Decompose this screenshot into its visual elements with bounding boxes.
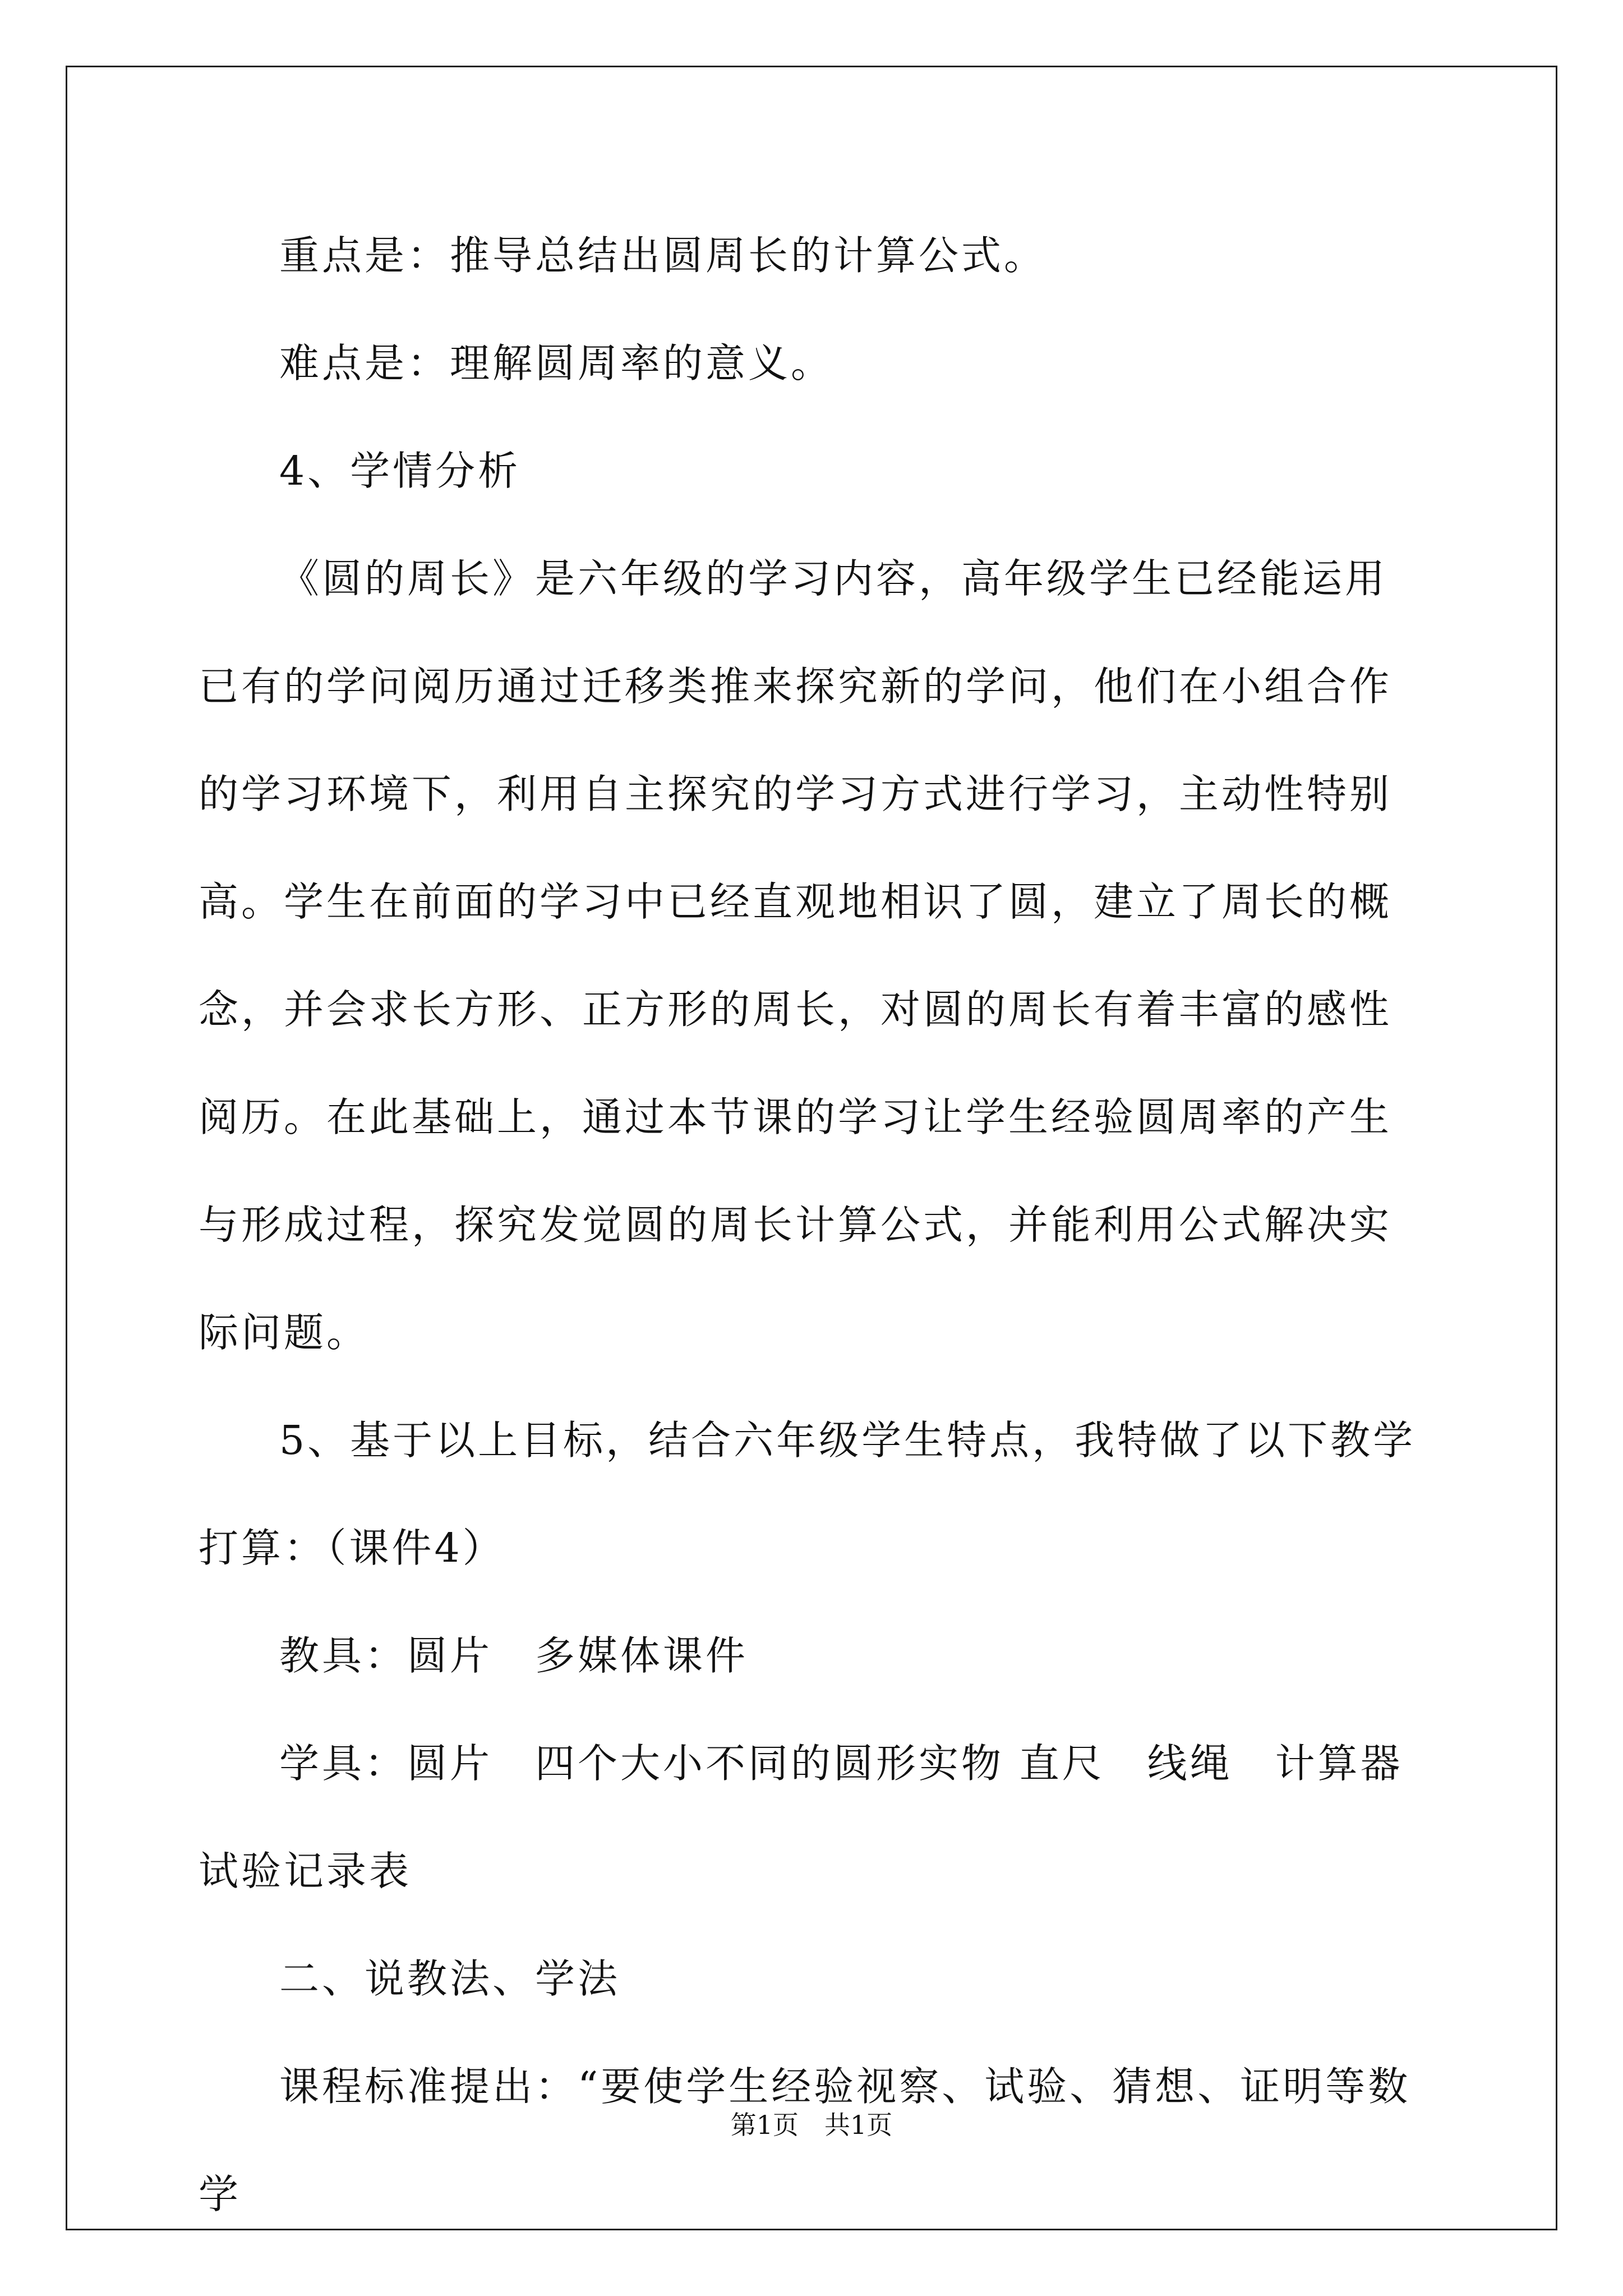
paragraph-teaching-preparation: 5、基于以上目标，结合六年级学生特点，我特做了以下教学打算：（课件4） (199, 1417, 1416, 1571)
paragraph-key-points: 重点是：推导总结出圆周长的计算公式。 (279, 232, 1047, 279)
page-number-footer: 第1页 共1页 (730, 2110, 893, 2140)
paragraph-curriculum-standard: 课程标准提出：“要使学生经验视察、试验、猜想、证明等数学 (199, 2063, 1411, 2217)
paragraph-learning-aids: 学具：圆片 四个大小不同的圆形实物 直尺 线绳 计算器 试验记录表 (199, 1740, 1403, 1894)
paragraph-difficulties: 难点是：理解圆周率的意义。 (279, 340, 834, 386)
document-body (199, 202, 1427, 2248)
heading-teaching-methods: 二、说教法、学法 (279, 1955, 621, 2002)
heading-learner-analysis: 4、学情分析 (279, 448, 521, 494)
paragraph-teaching-aids: 教具：圆片 多媒体课件 (279, 1632, 749, 1679)
paragraph-learner-analysis: 《圆的周长》是六年级的学习内容，高年级学生已经能运用已有的学问阅历通过迁移类推来探究新的学问，他们在小组合作的学习环境下，利用自主探究的学习方式进行学习，主动性特别高。学生在前面的学习中已经直观地相识了圆，建立了周长的概念，并会求长方形、正方形的周长，对圆的周长有着丰富的感性阅历。在此基础上，通过本节课的学习让学生经验圆周率的产生与形成过程，探究发觉圆的周长计算公式，并能利用公式解决实际问题。 (199, 555, 1393, 1356)
